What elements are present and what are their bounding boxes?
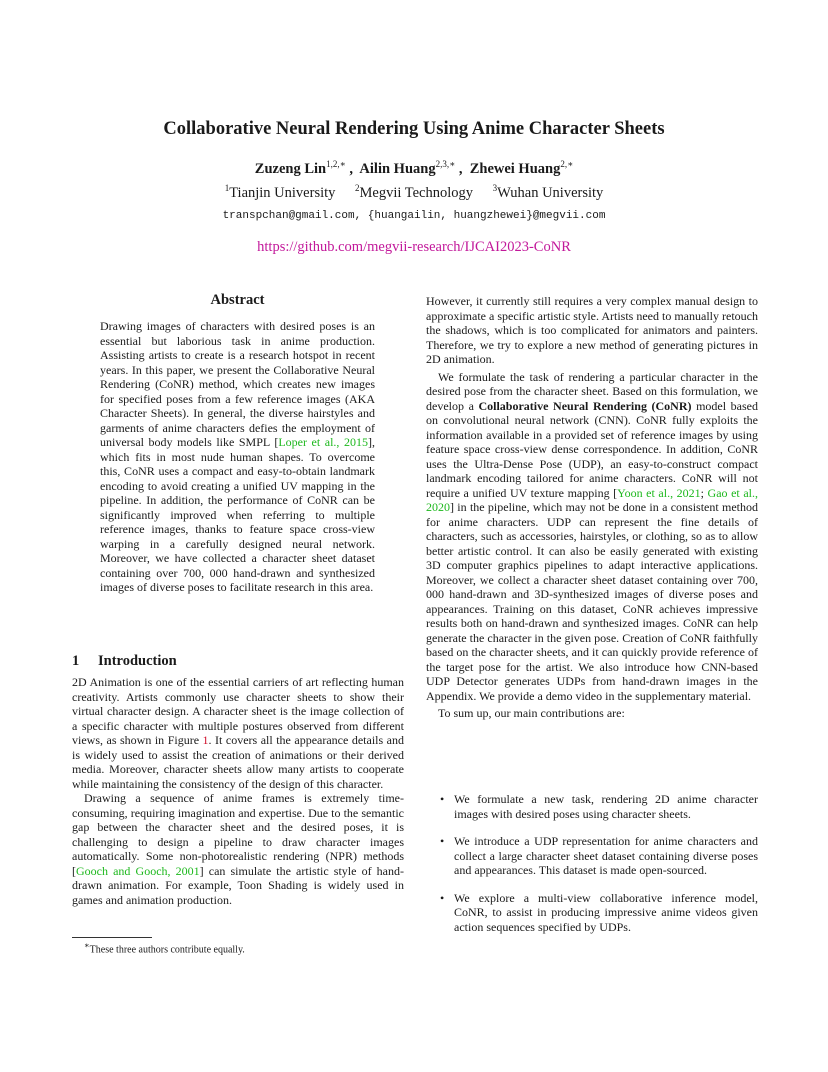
bullet-icon: • — [440, 834, 445, 848]
intro-left-column — [72, 675, 404, 907]
bullet-icon: • — [440, 890, 445, 905]
body-paragraph — [72, 675, 404, 791]
affiliation-list — [0, 183, 828, 202]
author-name: Zhewei Huang — [469, 160, 561, 177]
paragraph-text: ] in the pipeline, which may not be done in a consistent method for anime characters. UDP can represent the fine details of characters, such as accessories, hairstyles, or clothing, so as to allow better artistic control. It can also be easily generated with existing 3D computer graphics pipelines to adapt interactive applications. Moreover, we collect a character sheet dataset containing over 700, 000 hand-drawn and 3D-synthesized images of diverse poses and appearances. Training on this dataset, CoNR achieves impressive results both on hand-drawn and synthesized images. CoNR can help generate the character in the given pose. Creation of CoNR faithfully based on the character sheets, and it can quickly provide reference of the target pose for the artist. We also introduce how CNN-based UDP Detector generates UDPs from hand-drawn images in the Appendix. We provide a demo video in the supplementary material. — [426, 500, 758, 703]
contributions-list — [438, 792, 758, 947]
citation-link[interactable]: Yoon et al., 2021 — [617, 485, 701, 500]
author-emails: transpchan@gmail.com, {huangailin, huangzhewei}@megvii.com — [222, 210, 606, 222]
bold-term: Collaborative Neural Rendering (CoNR) — [478, 398, 692, 413]
paragraph-text: Drawing a sequence of anime frames is extremely time-consuming, requiring imagination and expertise. Due to the semantic gap between the character sheet and the desired poses, it is challenging to design a pipeline to draw character images automatically. Some non-photorealistic rendering (NPR) methods [ — [72, 791, 404, 878]
body-paragraph — [72, 791, 404, 907]
author-name: Ailin Huang — [359, 160, 436, 177]
paragraph-text: We formulate the task of rendering a particular character in the desired pose from the character sheet. Based on this formulation, we develop a — [426, 369, 758, 413]
paragraph-text: 2D Animation is one of the essential carriers of art reflecting human creativity. Artists commonly use character sheets to show their virtual character design. A character sheet is the image collection of a specific character with multiple postures observed from different views, as shown in Figure — [72, 675, 404, 747]
paragraph-text: ] can simulate the artistic style of hand-drawn animation. For example, Toon Shading is widely used in games and animation production. — [72, 863, 404, 907]
author-affil-marker: 1,2,∗ — [326, 159, 346, 169]
figure-reference-link[interactable]: 1 — [202, 733, 209, 747]
intro-right-column — [426, 294, 758, 724]
abstract-heading: Abstract — [210, 292, 265, 308]
bullet-icon: • — [440, 792, 445, 806]
abstract-paragraph — [100, 319, 375, 595]
paragraph-text: model based on convolutional neural network (CNN). CoNR fully exploits the information available in a provided set of reference images by using feature space cross-view dense correspondence. In addition, CoNR uses the Ultra-Dense Pose (UDP), an easy-to-construct compact landmark encoding tailored for anime characters. CoNR will not require a unified UV texture mapping [ — [426, 398, 758, 500]
footnote-divider — [72, 937, 152, 938]
section-number: 1 — [72, 653, 80, 669]
footnote-marker: ∗ — [84, 941, 90, 950]
project-url-link[interactable]: https://github.com/megvii-research/IJCAI2023-CoNR — [257, 239, 571, 255]
author-name: Zuzeng Lin — [254, 160, 327, 177]
abstract-text: Drawing images of characters with desired poses is an essential but laborious task in anime production. Assisting artists to create is a research hotspot in recent years. In this paper, we present the Collaborative Neural Rendering (CoNR) method, which creates new images for specified poses from a few reference images (AKA Character Sheets). In general, the diverse hairstyles and garments of anime characters defies the employment of universal body models like SMPL [ — [100, 319, 375, 449]
body-paragraph — [426, 370, 758, 704]
footnote-text: These three authors contribute equally. — [89, 944, 245, 956]
paragraph-text: . It covers all the appearance details and is widely used to assist the creation of animations or their derived media. Moreover, character sheets allow many artists to cooperate while maintaining the consistency of the design of this character. — [72, 733, 404, 791]
list-item-text: We formulate a new task, rendering 2D anime character images with desired poses using character sheets. — [454, 792, 758, 821]
author-affil-marker: 2,∗ — [560, 159, 574, 169]
body-paragraph: To sum up, our main contributions are: — [438, 706, 625, 720]
section-title: Introduction — [98, 653, 177, 669]
author-list — [0, 159, 828, 178]
abstract-text: ], which fits in most nude human shapes. To overcome this, CoNR uses a compact and easy-to-obtain landmark encoding to avoid creating a unified UV mapping in the pipeline. In addition, the performance of CoNR can be significantly improved when referring to multiple reference images, thanks to feature space cross-view warping in a carefully designed neural network. Moreover, we have collected a character sheet dataset containing over 700, 000 hand-drawn and synthesized images of diverse poses to facilitate research in this area. — [100, 435, 375, 594]
list-item — [438, 792, 758, 821]
citation-separator: ; — [700, 485, 708, 500]
citation-link[interactable]: Gao et al., 2020 — [426, 485, 758, 514]
author-separator: , — [458, 160, 467, 177]
citation-link[interactable]: Loper et al., 2015 — [278, 435, 368, 449]
body-paragraph: However, it currently still requires a very complex manual design to approximate a specific artistic style. Artists need to manually retouch the shadows, which is too complicated for animators and painters. Therefore, we try to explore a new method of generating pictures in 2D animation. — [426, 294, 758, 366]
citation-link[interactable]: Gooch and Gooch, 2001 — [76, 863, 200, 878]
section-heading — [72, 653, 177, 670]
author-separator: , — [349, 160, 357, 177]
paper-title: Collaborative Neural Rendering Using Anime Character Sheets — [163, 119, 665, 139]
list-item — [438, 891, 758, 935]
affiliation-name: Megvii Technology — [359, 184, 474, 201]
list-item-text: We explore a multi-view collaborative inference model, CoNR, to assist in producing impressive anime videos given action sequences specified by UDPs. — [454, 890, 758, 934]
affiliation-marker: 2 — [355, 183, 360, 193]
affiliation-marker: 1 — [224, 183, 230, 193]
list-item-text: We introduce a UDP representation for anime characters and collect a large character sheet dataset containing diverse poses and appearances. This dataset is made open-sourced. — [454, 834, 758, 877]
author-affil-marker: 2,3,∗ — [435, 159, 456, 169]
footnote — [72, 940, 404, 956]
affiliation-name: Wuhan University — [497, 184, 604, 201]
affiliation-name: Tianjin University — [229, 184, 336, 201]
abstract-body — [100, 319, 375, 595]
list-item — [438, 834, 758, 878]
affiliation-marker: 3 — [492, 183, 498, 193]
